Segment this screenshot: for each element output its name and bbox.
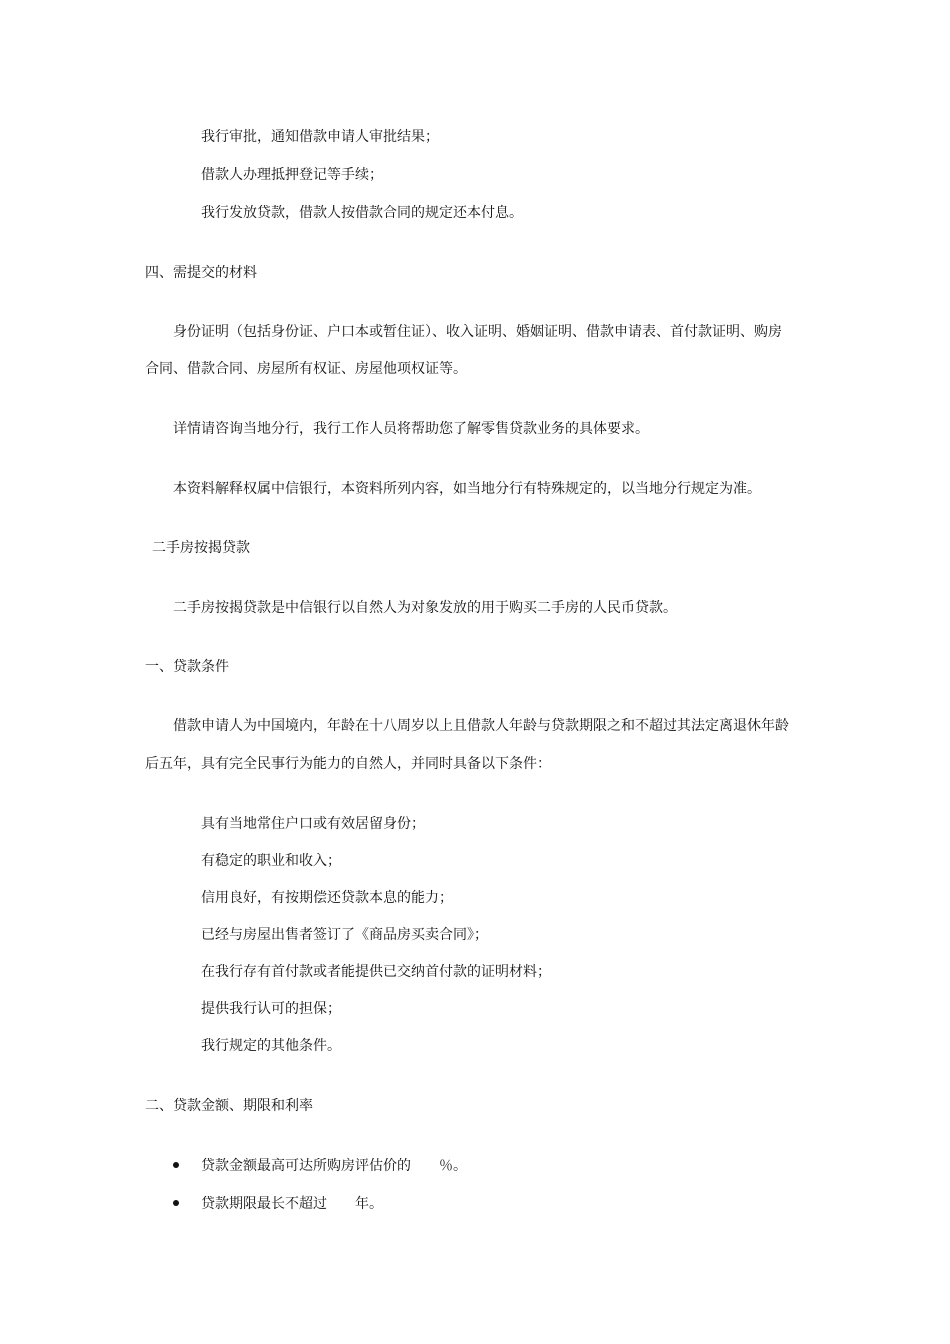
condition-item: 已经与房屋出售者签订了《商品房买卖合同》；: [201, 927, 488, 943]
condition-item: 在我行存有首付款或者能提供已交纳首付款的证明材料；: [201, 964, 551, 980]
condition-item: 有稳定的职业和收入；: [201, 853, 341, 869]
section-heading: 四、需提交的材料: [145, 265, 257, 281]
process-step: 借款人办理抵押登记等手续；: [201, 167, 383, 183]
product-description: 二手房按揭贷款是中信银行以自然人为对象发放的用于购买二手房的人民币贷款。: [173, 600, 677, 616]
condition-item: 提供我行认可的担保；: [201, 1001, 341, 1017]
section-heading: 一、贷款条件: [145, 659, 229, 675]
process-step: 我行审批，通知借款申请人审批结果；: [201, 129, 439, 145]
process-step: 我行发放贷款，借款人按借款合同的规定还本付息。: [201, 205, 523, 221]
materials-paragraph-line: 合同、借款合同、房屋所有权证、房屋他项权证等。: [145, 361, 467, 377]
condition-item: 信用良好，有按期偿还贷款本息的能力；: [201, 890, 453, 906]
bullet-item: 贷款金额最高可达所购房评估价的 ％。: [201, 1158, 467, 1174]
condition-item: 具有当地常住户口或有效居留身份；: [201, 816, 425, 832]
bullet-item: 贷款期限最长不超过 年。: [201, 1196, 383, 1212]
disclaimer: 本资料解释权属中信银行，本资料所列内容，如当地分行有特殊规定的，以当地分行规定为准。: [173, 481, 761, 497]
bullet-icon: [173, 1162, 179, 1168]
conditions-intro-line: 借款申请人为中国境内，年龄在十八周岁以上且借款人年龄与贷款期限之和不超过其法定离退休年龄: [173, 718, 789, 734]
bullet-icon: [173, 1200, 179, 1206]
condition-item: 我行规定的其他条件。: [201, 1038, 341, 1054]
product-title: 二手房按揭贷款: [152, 540, 250, 556]
conditions-intro-line: 后五年，具有完全民事行为能力的自然人，并同时具备以下条件：: [145, 756, 551, 772]
materials-paragraph-line: 身份证明（包括身份证、户口本或暂住证）、收入证明、婚姻证明、借款申请表、首付款证明、购房: [173, 324, 782, 340]
section-heading: 二、贷款金额、期限和利率: [145, 1098, 313, 1114]
consult-note: 详情请咨询当地分行，我行工作人员将帮助您了解零售贷款业务的具体要求。: [173, 421, 649, 437]
